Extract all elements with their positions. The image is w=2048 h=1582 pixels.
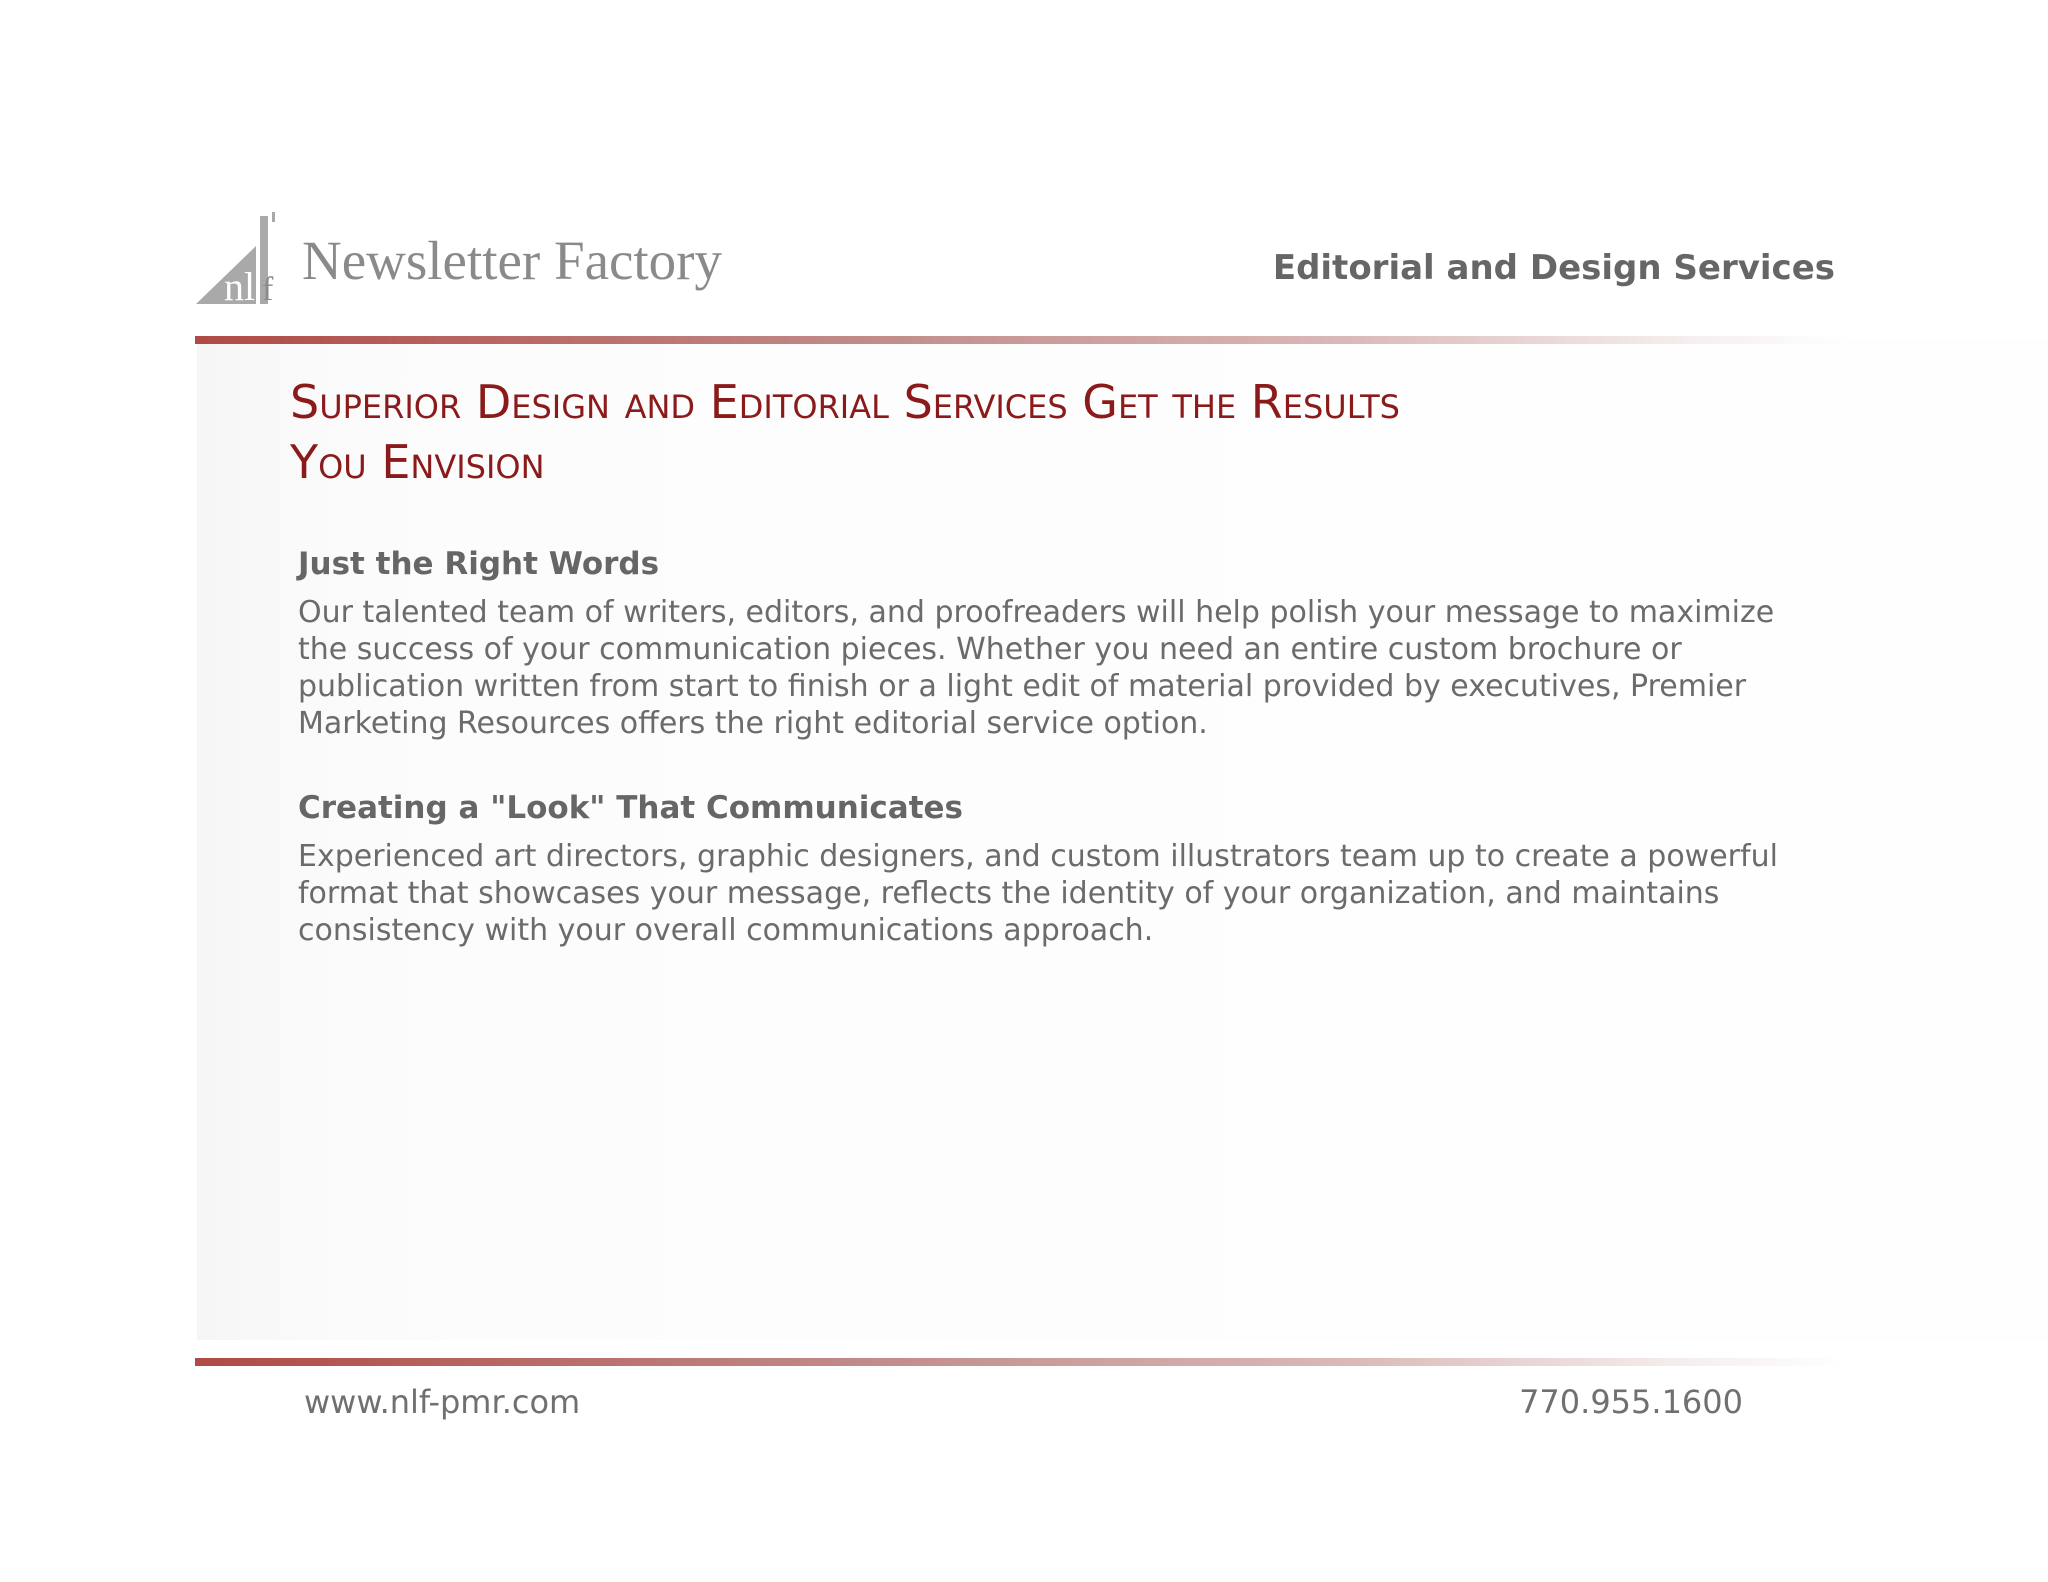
svg-text:f: f: [262, 271, 274, 304]
top-divider: [195, 336, 1845, 344]
section-heading: Creating a "Look" That Communicates: [298, 790, 964, 826]
section-body: Experienced art directors, graphic designers, and custom illustrators team up to create a powerful format that showcases your message, reflects the identity of your organization, and maintains consistency with your overall communications approach.: [298, 839, 1778, 948]
section-right-words: [298, 542, 1828, 742]
bottom-divider: [195, 1358, 1845, 1366]
headline-line-2: You Envision: [290, 435, 545, 489]
header-title: Editorial and Design Services: [1272, 248, 1835, 288]
svg-text:nl: nl: [224, 264, 256, 304]
section-heading: Just the Right Words: [298, 546, 660, 582]
headline-line-1: Superior Design and Editorial Services Get the Results: [290, 375, 1400, 429]
logo: [196, 192, 722, 304]
newsletter-factory-logo-mark: [196, 212, 288, 304]
footer-phone-number: 770.955.1600: [1519, 1383, 1743, 1421]
footer-website-link[interactable]: www.nlf-pmr.com: [304, 1383, 581, 1421]
section-body: Our talented team of writers, editors, and proofreaders will help polish your message to maximize the success of your communication pieces. Whether you need an entire custom brochure or publication written from start to finish or a light edit of material provided by executives, Premier Marketing Resources offers the right editorial service option.: [298, 595, 1775, 741]
page-headline: [290, 372, 1790, 492]
section-look-communicates: [298, 786, 1828, 949]
logo-text: Newsletter Factory: [302, 230, 722, 291]
